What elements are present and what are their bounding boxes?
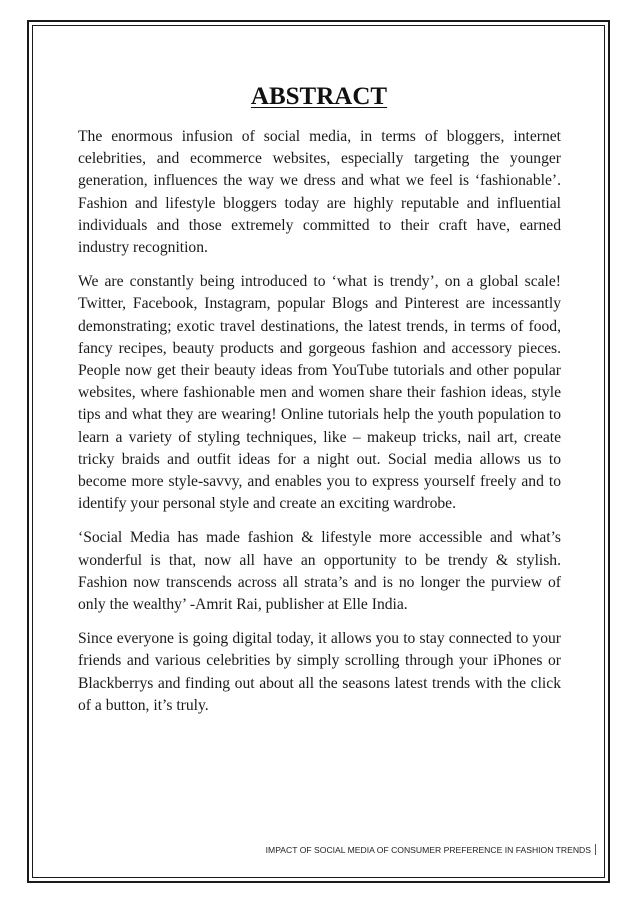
paragraph: We are constantly being introduced to ‘what is trendy’, on a global scale! Twitter, Facebook, Instagram, popular Blogs and Pinterest are incessantly demonstrating; exotic travel destinations, the latest trends, in terms of food, fancy recipes, beauty products and gorgeous fashion and accessory pieces. People now get their beauty ideas from YouTube tutorials and other popular websites, where fashionable men and women share their fashion ideas, style tips and what they are wearing! Online tutorials help the youth population to learn a variety of styling techniques, like – makeup tricks, nail art, create tricky braids and outfit ideas for a night out. Social media allows us to become more style-savvy, and enables you to express yourself freely and to identify your personal style and create an exciting wardrobe. [78, 273, 561, 513]
paragraph: The enormous infusion of social media, in terms of bloggers, internet celebrities, and ecommerce websites, especially targeting the younger generation, influences the way we dress and what we feel is ‘fashionable’. Fashion and lifestyle bloggers today are highly reputable and influential individuals and those extremely committed to their craft have, earned industry recognition. [78, 128, 561, 257]
page-title-text: ABSTRACT [250, 83, 388, 110]
footer-separator [595, 844, 596, 855]
footer-text: IMPACT OF SOCIAL MEDIA OF CONSUMER PREFERENCE IN FASHION TRENDS [265, 845, 591, 855]
abstract-body [78, 126, 561, 729]
paragraph: Since everyone is going digital today, it allows you to stay connected to your friends and various celebrities by simply scrolling through your iPhones or Blackberrys and finding out about all the seasons latest trends with the click of a button, it’s truly. [78, 630, 561, 714]
page-title [0, 82, 638, 112]
page-footer [266, 844, 596, 856]
paragraph: ‘Social Media has made fashion & lifestyle more accessible and what’s wonderful is that, now all have an opportunity to be trendy & stylish. Fashion now transcends across all strata’s and is no longer the purview of only the wealthy’ -Amrit Rai, publisher at Elle India. [78, 529, 561, 614]
